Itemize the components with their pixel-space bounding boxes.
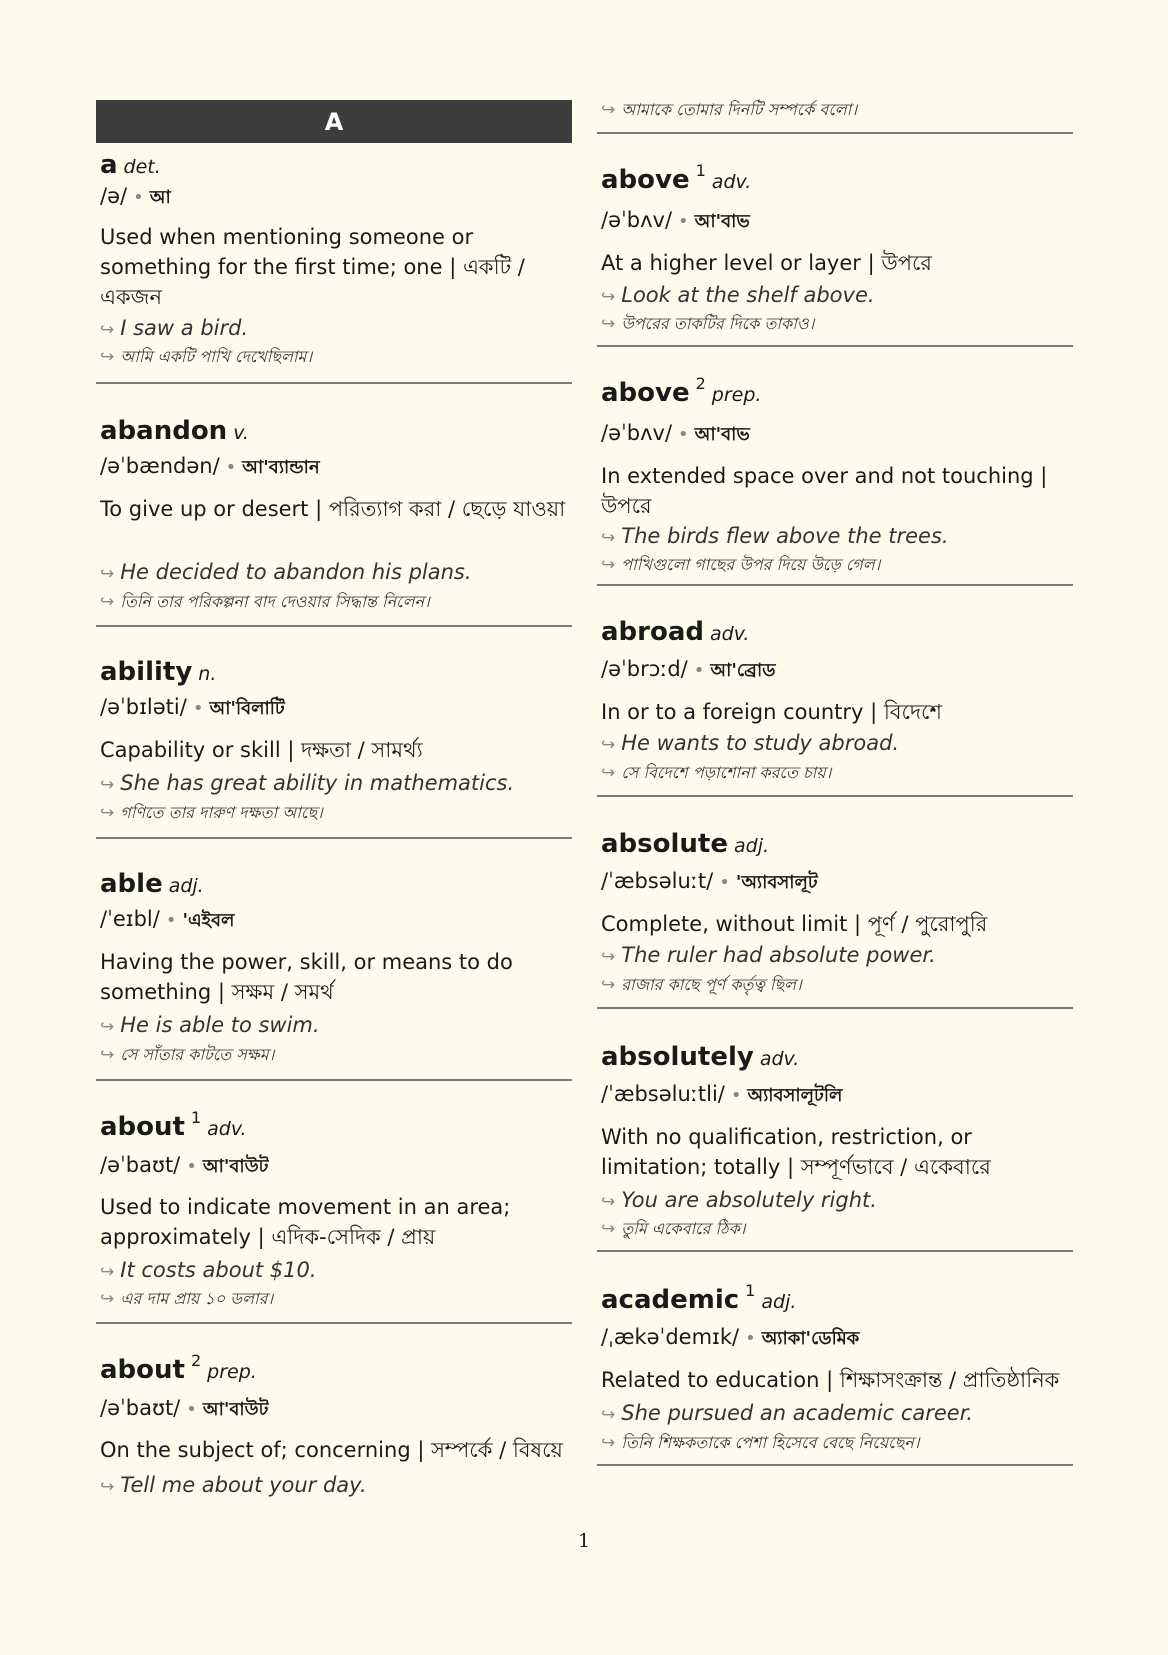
example-english-text: It costs about $10. [120, 1258, 317, 1282]
bullet-dot-icon: • [225, 457, 237, 478]
entry-divider [597, 1464, 1073, 1466]
definition: Used when mentioning someone or something for the first time; one | একটি / একজন [100, 225, 525, 309]
bengali-pronunciation: আ'বাউট [202, 1156, 269, 1177]
example-english-text: I saw a bird. [120, 316, 249, 340]
pronunciation [100, 1155, 268, 1176]
sense-number: 2 [695, 374, 706, 393]
headword: above [601, 165, 690, 195]
pronunciation [601, 659, 775, 680]
bengali-pronunciation: আ [149, 187, 171, 208]
example-english-text: She pursued an academic career. [621, 1401, 974, 1425]
entry-heading [100, 659, 216, 685]
part-of-speech: adv. [207, 1118, 247, 1140]
example-bengali [100, 349, 312, 366]
pronunciation [601, 1327, 859, 1348]
example-bengali-text: গণিতে তার দারুণ দক্ষতা আছে। [120, 803, 323, 822]
bengali-pronunciation: 'এইবল [182, 910, 235, 931]
example-bengali [601, 316, 814, 333]
example-english-text: She has great ability in mathematics. [120, 771, 515, 795]
ipa-text: /ˈeɪbl/ [100, 907, 160, 931]
entry-heading [601, 1281, 797, 1315]
example-bengali-text: সে বিদেশে পড়াশোনা করতে চায়। [621, 763, 832, 782]
headword: able [100, 869, 163, 899]
example-arrow-icon: ↪ [601, 555, 616, 575]
example-english-text: Tell me about your day. [120, 1473, 367, 1497]
bengali-pronunciation: আ'বাভ [694, 424, 750, 445]
sense-number: 1 [190, 1108, 202, 1127]
sense-number: 2 [190, 1351, 202, 1370]
headword: abroad [601, 617, 704, 647]
example-english [100, 1260, 317, 1281]
headword: abandon [100, 416, 228, 446]
bullet-dot-icon: • [133, 187, 144, 208]
example-arrow-icon: ↪ [100, 775, 115, 795]
definition: Complete, without limit | পূর্ণ / পুরোপুরি [601, 912, 988, 936]
bengali-pronunciation: আ'বাউট [202, 1399, 269, 1420]
ipa-text: /əˈbaʊt/ [100, 1396, 181, 1420]
example-bengali [601, 1221, 746, 1238]
example-english [100, 1475, 367, 1496]
entry-divider [96, 837, 572, 839]
headword: academic [601, 1285, 740, 1315]
bullet-dot-icon: • [745, 1328, 756, 1349]
entry-divider [597, 1250, 1073, 1252]
part-of-speech: adj. [168, 875, 204, 897]
pronunciation [601, 210, 750, 231]
example-bengali [100, 805, 323, 822]
entry-divider [597, 795, 1073, 797]
example-arrow-icon: ↪ [100, 1045, 115, 1065]
bullet-dot-icon: • [678, 424, 689, 445]
entry-heading [601, 619, 749, 645]
example-bengali-text: পাখিগুলো গাছের উপর দিয়ে উড়ে গেল। [621, 555, 881, 574]
example-arrow-icon: ↪ [601, 1192, 616, 1212]
headword: ability [100, 657, 193, 687]
definition: In extended space over and not touching | উপরে [601, 464, 1048, 518]
headword: about [100, 1355, 185, 1385]
example-english [100, 1015, 320, 1036]
entry-heading [601, 161, 752, 195]
example-arrow-icon: ↪ [100, 803, 115, 823]
bullet-dot-icon: • [186, 1399, 197, 1420]
part-of-speech: adj. [733, 835, 770, 857]
example-english [100, 773, 514, 794]
part-of-speech: adv. [711, 171, 752, 193]
bengali-pronunciation: 'অ্যাবসালূট [735, 872, 818, 893]
example-arrow-icon: ↪ [100, 564, 115, 584]
example-bengali [601, 977, 802, 994]
example-bengali [100, 1047, 274, 1064]
entry-heading [601, 1044, 799, 1070]
example-bengali-text: তিনি শিক্ষকতাকে পেশা হিসেবে বেছে নিয়েছেন। [621, 1433, 920, 1452]
example-english [601, 1403, 973, 1424]
headword: a [100, 150, 118, 180]
part-of-speech: adv. [710, 623, 750, 645]
example-bengali-text: তুমি একেবারে ঠিক। [621, 1219, 746, 1238]
example-bengali [100, 594, 430, 611]
example-arrow-icon: ↪ [601, 1219, 616, 1239]
example-arrow-icon: ↪ [601, 314, 616, 334]
bengali-pronunciation: আ'বাভ [694, 211, 750, 232]
example-english-text: He wants to study abroad. [621, 731, 900, 755]
example-english [601, 945, 936, 966]
ipa-text: /əˈbændən/ [100, 454, 220, 478]
example-english [100, 318, 248, 339]
letter-header: A [96, 100, 572, 143]
entry-divider [597, 132, 1073, 134]
definition: At a higher level or layer | উপরে [601, 251, 932, 275]
example-english [601, 1190, 877, 1211]
pronunciation [100, 1398, 268, 1419]
example-bengali [601, 557, 880, 574]
example-arrow-icon: ↪ [601, 100, 616, 120]
example-arrow-icon: ↪ [601, 287, 616, 307]
ipa-text: /ˌækəˈdemɪk/ [601, 1325, 740, 1349]
part-of-speech: prep. [207, 1361, 257, 1383]
sense-number: 1 [745, 1281, 756, 1300]
entry-divider [96, 1322, 572, 1324]
bullet-dot-icon: • [192, 698, 204, 719]
definition: In or to a foreign country | বিদেশে [601, 700, 942, 724]
example-bengali-text: উপরের তাকটির দিকে তাকাও। [621, 314, 815, 333]
definition: Capability or skill | দক্ষতা / সামর্থ্য [100, 738, 423, 762]
ipa-text: /əˈbaʊt/ [100, 1153, 181, 1177]
sense-number: 1 [695, 161, 706, 180]
example-arrow-icon: ↪ [100, 1017, 115, 1037]
example-arrow-icon: ↪ [100, 1262, 115, 1282]
headword: above [601, 378, 690, 408]
bengali-pronunciation: আ'বিলাটি [209, 698, 285, 719]
bullet-dot-icon: • [678, 211, 689, 232]
example-bengali [100, 1291, 273, 1308]
pronunciation [100, 186, 171, 207]
example-english-text: You are absolutely right. [621, 1188, 877, 1212]
ipa-text: /ˈæbsəluːt/ [601, 869, 714, 893]
entry-divider [96, 625, 572, 627]
part-of-speech: v. [233, 422, 249, 444]
pronunciation [100, 456, 320, 477]
example-arrow-icon: ↪ [100, 592, 115, 612]
bengali-pronunciation: অ্যাকা'ডেমিক [761, 1328, 860, 1349]
ipa-text: /əˈbɪləti/ [100, 695, 187, 719]
pronunciation [100, 697, 285, 718]
example-english-text: Look at the shelf above. [621, 283, 875, 307]
example-bengali-text: সে সাঁতার কাটতে সক্ষম। [120, 1045, 275, 1064]
bullet-dot-icon: • [719, 872, 730, 893]
entry-heading [100, 418, 249, 444]
part-of-speech: adj. [761, 1291, 797, 1313]
example-bengali [601, 765, 831, 782]
definition: Used to indicate movement in an area; approximately | এদিক-সেদিক / প্রায় [100, 1195, 511, 1249]
part-of-speech: adv. [759, 1048, 800, 1070]
example-english [601, 285, 875, 306]
entry-divider [96, 1079, 572, 1081]
example-bengali [601, 102, 857, 119]
example-bengali [601, 1435, 920, 1452]
example-english-text: The ruler had absolute power. [621, 943, 936, 967]
example-arrow-icon: ↪ [601, 975, 616, 995]
example-english [601, 526, 949, 547]
bullet-dot-icon: • [186, 1156, 197, 1177]
example-arrow-icon: ↪ [601, 528, 616, 548]
example-english [601, 733, 899, 754]
definition: With no qualification, restriction, or limitation; totally | সম্পূর্ণভাবে / একেবারে [601, 1125, 991, 1179]
pronunciation [601, 871, 818, 892]
entry-heading [100, 1351, 257, 1385]
pronunciation [100, 909, 234, 930]
headword: about [100, 1112, 185, 1142]
example-english-text: He is able to swim. [120, 1013, 320, 1037]
example-bengali-text: তিনি তার পরিকল্পনা বাদ দেওয়ার সিদ্ধান্ত নিলেন। [120, 592, 430, 611]
example-bengali-text: আমি একটি পাখি দেখেছিলাম। [120, 347, 313, 366]
ipa-text: /əˈbrɔːd/ [601, 657, 688, 681]
bullet-dot-icon: • [165, 910, 177, 931]
example-bengali-text: এর দাম প্রায় ১০ ডলার। [120, 1289, 274, 1308]
bullet-dot-icon: • [693, 660, 705, 681]
definition: Related to education | শিক্ষাসংক্রান্ত / প্রাতিষ্ঠানিক [601, 1368, 1060, 1392]
ipa-text: /ə/ [100, 184, 128, 208]
definition: To give up or desert | পরিত্যাগ করা / ছেড়ে যাওয়া [100, 497, 566, 521]
entry-heading [100, 152, 161, 178]
example-arrow-icon: ↪ [601, 1433, 616, 1453]
example-arrow-icon: ↪ [100, 1477, 115, 1497]
definition: On the subject of; concerning | সম্পর্কে / বিষয়ে [100, 1438, 563, 1462]
example-english-text: The birds flew above the trees. [621, 524, 949, 548]
ipa-text: /ˈæbsəluːtli/ [601, 1082, 725, 1106]
part-of-speech: n. [198, 663, 217, 685]
example-arrow-icon: ↪ [100, 1289, 115, 1309]
example-bengali-text: রাজার কাছে পূর্ণ কর্তৃত্ব ছিল। [621, 975, 802, 994]
entry-divider [597, 345, 1073, 347]
bengali-pronunciation: আ'ব্যান্ডান [242, 457, 320, 478]
example-arrow-icon: ↪ [100, 320, 115, 340]
headword: absolutely [601, 1042, 754, 1072]
example-arrow-icon: ↪ [100, 347, 115, 367]
example-english [100, 562, 472, 583]
headword: absolute [601, 829, 728, 859]
example-arrow-icon: ↪ [601, 1405, 616, 1425]
entry-heading [601, 374, 762, 408]
example-english-text: He decided to abandon his plans. [120, 560, 472, 584]
ipa-text: /əˈbʌv/ [601, 208, 673, 232]
part-of-speech: det. [123, 156, 161, 178]
example-arrow-icon: ↪ [601, 763, 616, 783]
entry-heading [601, 831, 769, 857]
definition: Having the power, skill, or means to do something | সক্ষম / সমর্থ [100, 950, 513, 1004]
entry-divider [597, 1007, 1073, 1009]
example-arrow-icon: ↪ [601, 735, 616, 755]
example-arrow-icon: ↪ [601, 947, 616, 967]
pronunciation [601, 423, 750, 444]
pronunciation [601, 1084, 842, 1105]
entry-heading [100, 1108, 247, 1142]
bullet-dot-icon: • [730, 1085, 742, 1106]
entry-divider [96, 382, 572, 384]
bengali-pronunciation: আ'ব্রোড [710, 660, 776, 681]
page-number: 1 [577, 1530, 591, 1552]
entry-heading [100, 871, 204, 897]
ipa-text: /əˈbʌv/ [601, 421, 673, 445]
bengali-pronunciation: অ্যাবসালূটলি [747, 1085, 843, 1106]
entry-divider [597, 584, 1073, 586]
part-of-speech: prep. [711, 384, 762, 406]
example-bengali-text: আমাকে তোমার দিনটি সম্পর্কে বলো। [621, 100, 858, 119]
